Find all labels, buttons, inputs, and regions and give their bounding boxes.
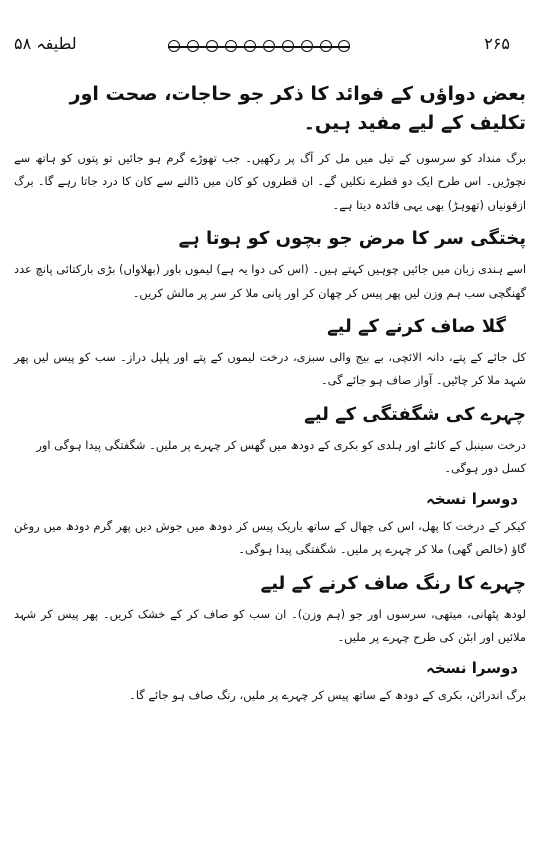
section-paragraph: کیکر کے درخت کا پھل، اس کی چھال کے ساتھ باریک پیس کر دودھ میں جوش دیں پھر گرم دودھ میں روغن گاؤ (خالص گھی) ملا کر چہرے پر ملیں۔ شگفتگی پیدا ہوگی۔ [14, 518, 526, 557]
section-heading: چہرے کا رنگ صاف کرنے کے لیے [260, 572, 526, 594]
section-paragraph: برگ منداد کو سرسوں کے تیل میں مل کر آگ پر رکھیں۔ جب تھوڑے گرم ہو جائیں تو پتوں کو ہاتھ سے نچوڑیں۔ اس طرح ایک دو قطرے نکلیں گے۔ ان قطروں کو کان میں ڈالنے سے کان کا درد جاتا رہے گا۔ برگ ازقونیاں (تھوہڑ) بھی یہی فائدہ دیتا ہے۔ [14, 151, 526, 212]
section-paragraph: اسے ہندی زبان میں جائیں چوہیں کہتے ہیں۔ (اس کی دوا یہ ہے) لیموں باور (بھلاواں) بڑی بارکتائی پانچ عدد گھنگچی سب ہم وزن لیں پھر پیس کر چھان کر اور پانی ملا کر سر پر مالش کریں۔ [14, 262, 526, 300]
section-paragraph: درخت سینبل کے کانٹے اور ہلدی کو بکری کے دودھ میں گھس کر چہرے پر ملیں۔ شگفتگی پیدا ہوگی اور کسل دور ہوگی۔ [36, 437, 526, 475]
page-number: ۲۶۵ [484, 34, 510, 53]
page-body [14, 80, 526, 715]
section-paragraph: کل جائے کے پتے، دانہ الائچی، بے بیج والی سبزی، درخت لیموں کے پتے اور پلپل دراز۔ سب کو پیس لیں پھر شہد ملا کر چاٹیں۔ آواز صاف ہو جائے گی۔ [14, 349, 526, 388]
section-heading: دوسرا نسخہ [426, 490, 518, 509]
header-ornament [168, 38, 350, 54]
section-heading: دوسرا نسخہ [426, 659, 518, 678]
section-heading: گلا صاف کرنے کے لیے [327, 315, 506, 337]
section-heading: چہرے کی شگفتگی کے لیے [304, 403, 526, 425]
running-title: لطیفہ ۵۸ [14, 34, 77, 53]
section-paragraph: لودھ پٹھانی، میتھی، سرسوں اور جو (ہم وزن)۔ ان سب کو صاف کر کے خشک کریں۔ پھر پیس کر شہد ملائیں اور ابٹن کی طرح چہرے پر ملیں۔ [14, 606, 526, 644]
section-heading: پختگی سر کا مرض جو بچوں کو ہوتا ہے [178, 228, 526, 250]
section-paragraph: برگ اندرائن، بکری کے دودھ کے ساتھ پیس کر چہرے پر ملیں، رنگ صاف ہو جائے گا۔ [129, 687, 526, 702]
page-header [0, 30, 540, 60]
section-heading: بعض دواؤں کے فوائد کا ذکر جو حاجات، صحت اور تکلیف کے لیے مفید ہیں۔ [69, 83, 526, 134]
